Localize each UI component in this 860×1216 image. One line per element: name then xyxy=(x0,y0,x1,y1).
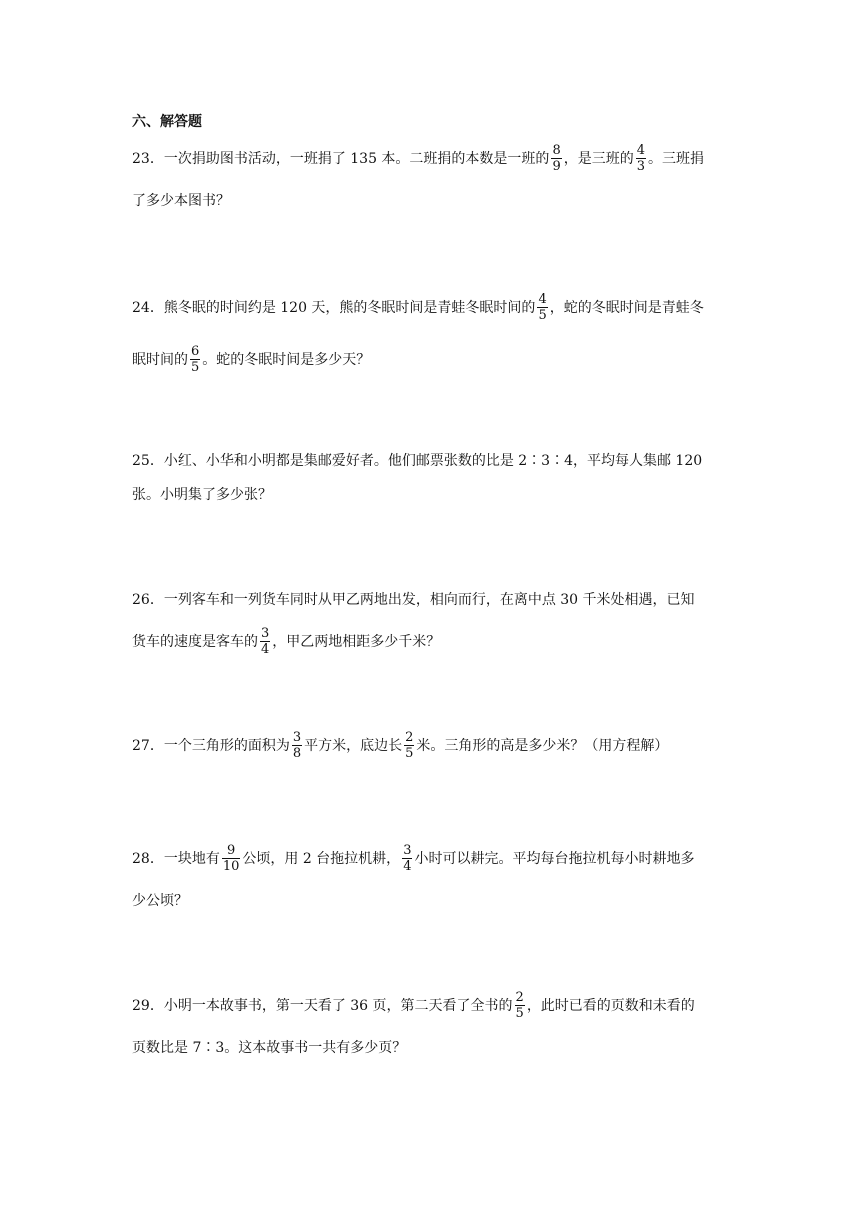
fraction-4-5: $\frac{4}{5}$ xyxy=(538,291,547,323)
fraction-2-5: $\frac{2}{5}$ xyxy=(405,729,414,761)
question-29-line-1: 29．小明一本故事书，第一天看了 36 页，第二天看了全书的 $\frac{2}{5}$ ，此时已看的页数和未看的 xyxy=(132,989,695,1021)
question-23-line-1: 23．一次捐助图书活动，一班捐了 135 本。二班捐的本数是一班的 $\frac{8}{9}$ ，是三班的 $\frac{4}{3}$ 。三班捐 xyxy=(132,142,704,174)
question-23-line-2: 了多少本图书？ xyxy=(132,193,230,209)
section-title: 六、解答题 xyxy=(132,114,202,130)
question-24-line-2: 眠时间的 $\frac{6}{5}$ 。蛇的冬眠时间是多少天？ xyxy=(132,343,371,375)
question-24-line-1: 24．熊冬眠的时间约是 120 天，熊的冬眠时间是青蛙冬眠时间的 $\frac{4}{5}$ ，蛇的冬眠时间是青蛙冬 xyxy=(132,291,704,323)
question-29-line-2: 页数比是 7∶3。这本故事书一共有多少页？ xyxy=(132,1040,407,1056)
fraction-9-10: $\frac{9}{10}$ xyxy=(222,842,240,874)
question-28-line-2: 少公顷？ xyxy=(132,893,188,909)
fraction-8-9: $\frac{8}{9}$ xyxy=(552,142,561,174)
question-27-line-1: 27．一个三角形的面积为 $\frac{3}{8}$ 平方米，底边长 $\frac{2}{5}$ 米。三角形的高是多少米？（用方程解） xyxy=(132,729,669,761)
question-26-line-2: 货车的速度是客车的 $\frac{3}{4}$ ，甲乙两地相距多少千米？ xyxy=(132,625,441,657)
fraction-4-3: $\frac{4}{3}$ xyxy=(636,142,645,174)
fraction-3-8: $\frac{3}{8}$ xyxy=(292,729,302,761)
fraction-3-4: $\frac{3}{4}$ xyxy=(403,842,412,874)
question-28-line-1: 28．一块地有 $\frac{9}{10}$ 公顷，用 2 台拖拉机耕， $\frac{3}{4}$ 小时可以耕完。平均每台拖拉机每小时耕地多 xyxy=(132,842,695,874)
fraction-3-4: $\frac{3}{4}$ xyxy=(261,625,270,657)
question-26-line-1: 26．一列客车和一列货车同时从甲乙两地出发，相向而行，在离中点 30 千米处相遇，已知 xyxy=(132,592,695,608)
fraction-6-5: $\frac{6}{5}$ xyxy=(191,343,200,375)
question-25-line-2: 张。小明集了多少张？ xyxy=(132,487,272,503)
fraction-2-5: $\frac{2}{5}$ xyxy=(515,989,524,1021)
question-25-line-1: 25．小红、小华和小明都是集邮爱好者。他们邮票张数的比是 2∶3∶4，平均每人集邮 120 xyxy=(132,453,703,469)
